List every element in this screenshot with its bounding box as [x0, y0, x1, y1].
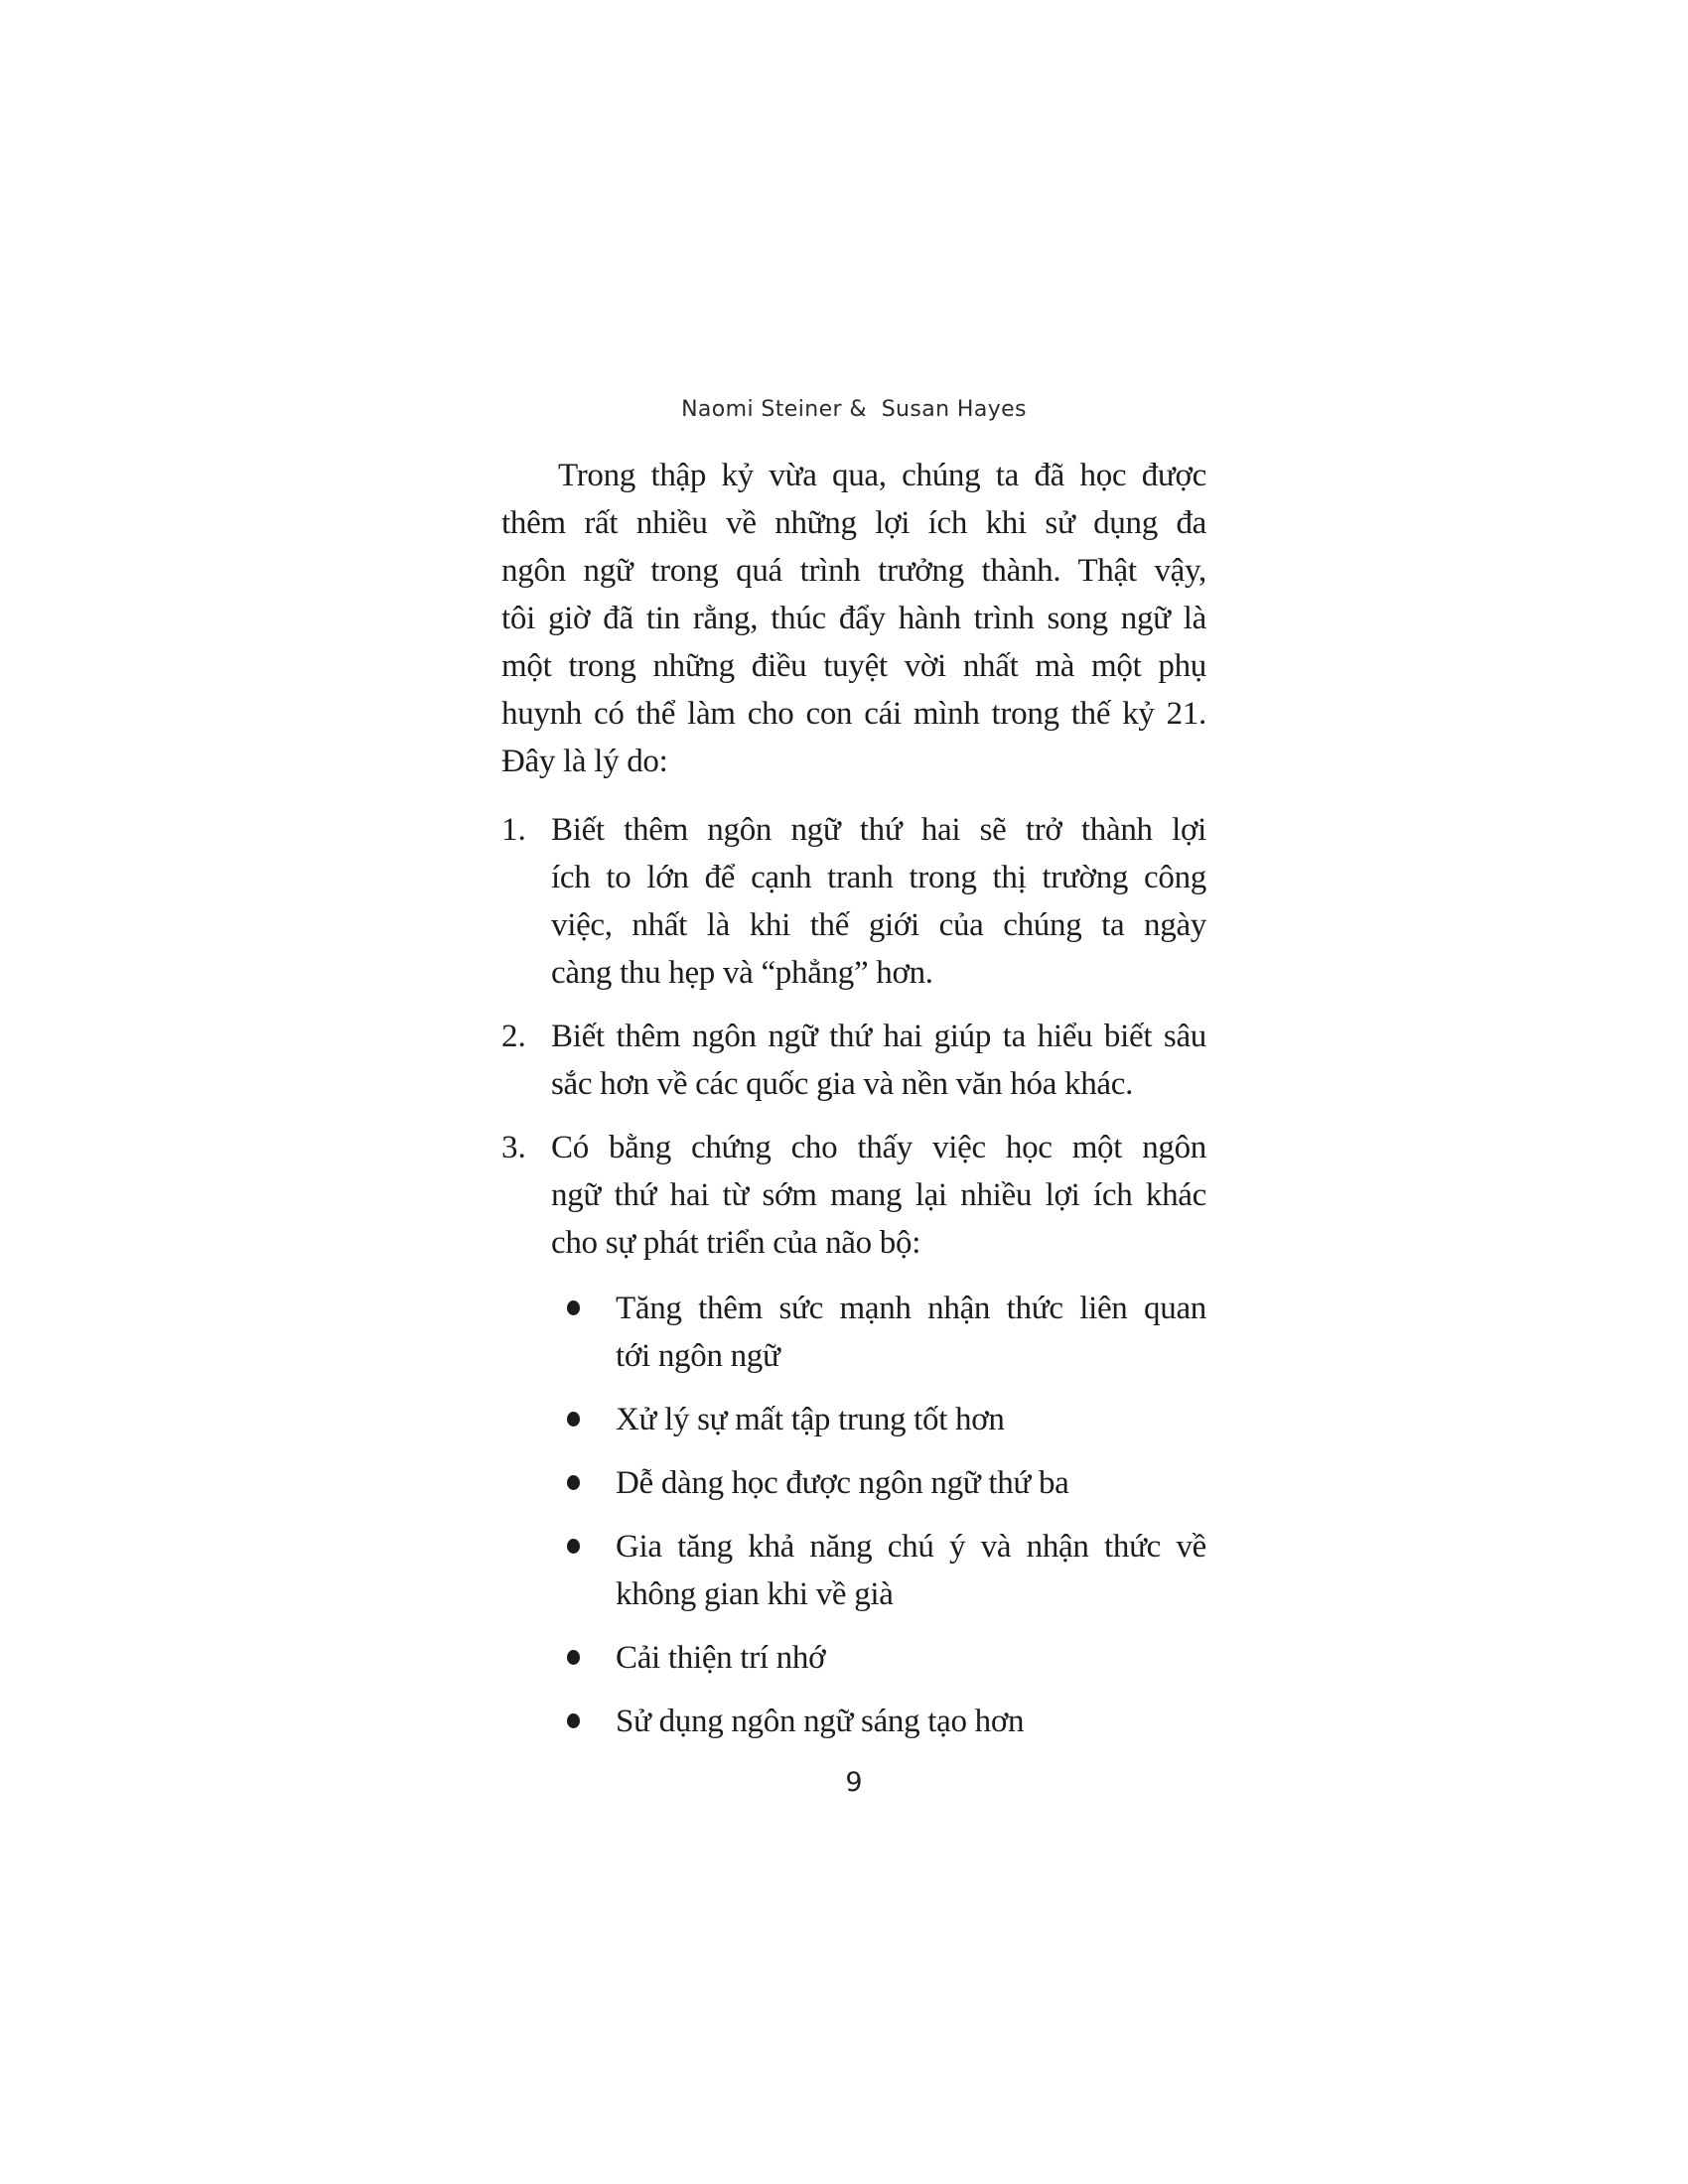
item-line: Biết thêm ngôn ngữ thứ hai sẽ trở thành lợi — [551, 812, 1206, 848]
bullet-icon — [567, 1650, 580, 1665]
item-line: càng thu hẹp và “phẳng” hơn. — [551, 955, 933, 991]
item-line: sắc hơn về các quốc gia và nền văn hóa khác. — [551, 1066, 1134, 1102]
bullet-text — [616, 1634, 1206, 1682]
item-line: ngữ thứ hai từ sớm mang lại nhiều lợi ích khác — [551, 1177, 1206, 1213]
page-number: 9 — [845, 1767, 863, 1798]
bullet-text — [616, 1396, 1206, 1443]
numbered-list — [501, 806, 1206, 1267]
item-line: việc, nhất là khi thế giới của chúng ta ngày — [551, 907, 1206, 943]
bullet-line: Dễ dàng học được ngôn ngữ thứ ba — [616, 1465, 1069, 1501]
item-line: Biết thêm ngôn ngữ thứ hai giúp ta hiểu biết sâu — [551, 1019, 1206, 1054]
bullet-item — [501, 1459, 1206, 1507]
bullet-icon — [567, 1539, 580, 1554]
bullet-item — [501, 1285, 1206, 1380]
bullet-item — [501, 1523, 1206, 1618]
bullet-line: không gian khi về già — [616, 1576, 894, 1612]
paragraph-line: một trong những điều tuyệt vời nhất mà một phụ — [501, 648, 1206, 684]
bullet-list — [501, 1285, 1206, 1745]
item-text — [551, 806, 1206, 997]
text-column — [501, 395, 1206, 1801]
bullet-text — [616, 1698, 1206, 1745]
bullet-icon — [567, 1713, 580, 1728]
bullet-icon — [567, 1475, 580, 1490]
item-line: cho sự phát triển của não bộ: — [551, 1225, 921, 1261]
bullet-line: Gia tăng khả năng chú ý và nhận thức về — [616, 1529, 1206, 1565]
bullet-item — [501, 1634, 1206, 1682]
bullet-line: Xử lý sự mất tập trung tốt hơn — [616, 1402, 1005, 1437]
bullet-icon — [567, 1412, 580, 1427]
bullet-line: Cải thiện trí nhớ — [616, 1640, 826, 1676]
paragraph-line: Đây là lý do: — [501, 744, 668, 779]
paragraph-line: huynh có thể làm cho con cái mình trong thế kỷ 21. — [501, 696, 1206, 732]
paragraph-line: ngôn ngữ trong quá trình trưởng thành. Thật vậy, — [501, 553, 1206, 589]
item-line: ích to lớn để cạnh tranh trong thị trường công — [551, 860, 1206, 895]
bullet-icon — [567, 1300, 580, 1315]
bullet-item — [501, 1396, 1206, 1443]
numbered-item-3 — [501, 1124, 1206, 1267]
numbered-item-1 — [501, 806, 1206, 997]
paragraph-line: Trong thập kỷ vừa qua, chúng ta đã học được — [558, 458, 1206, 493]
item-line: Có bằng chứng cho thấy việc học một ngôn — [551, 1130, 1206, 1165]
item-number: 2. — [501, 1019, 526, 1054]
item-text — [551, 1124, 1206, 1267]
numbered-item-2 — [501, 1013, 1206, 1108]
bullet-line: tới ngôn ngữ — [616, 1338, 780, 1374]
bullet-line: Tăng thêm sức mạnh nhận thức liên quan — [616, 1291, 1206, 1326]
bullet-line: Sử dụng ngôn ngữ sáng tạo hơn — [616, 1704, 1025, 1739]
paragraph-line: thêm rất nhiều về những lợi ích khi sử dụng đa — [501, 505, 1206, 541]
item-number: 1. — [501, 812, 526, 848]
bullet-text — [616, 1523, 1206, 1618]
item-text — [551, 1013, 1206, 1108]
bullet-text — [616, 1285, 1206, 1380]
bullet-text — [616, 1459, 1206, 1507]
intro-paragraph — [501, 452, 1206, 785]
running-header-authors: Naomi Steiner & Susan Hayes — [681, 397, 1027, 422]
paragraph-line: tôi giờ đã tin rằng, thúc đẩy hành trình song ngữ là — [501, 601, 1206, 636]
bullet-item — [501, 1698, 1206, 1745]
item-number: 3. — [501, 1130, 526, 1165]
